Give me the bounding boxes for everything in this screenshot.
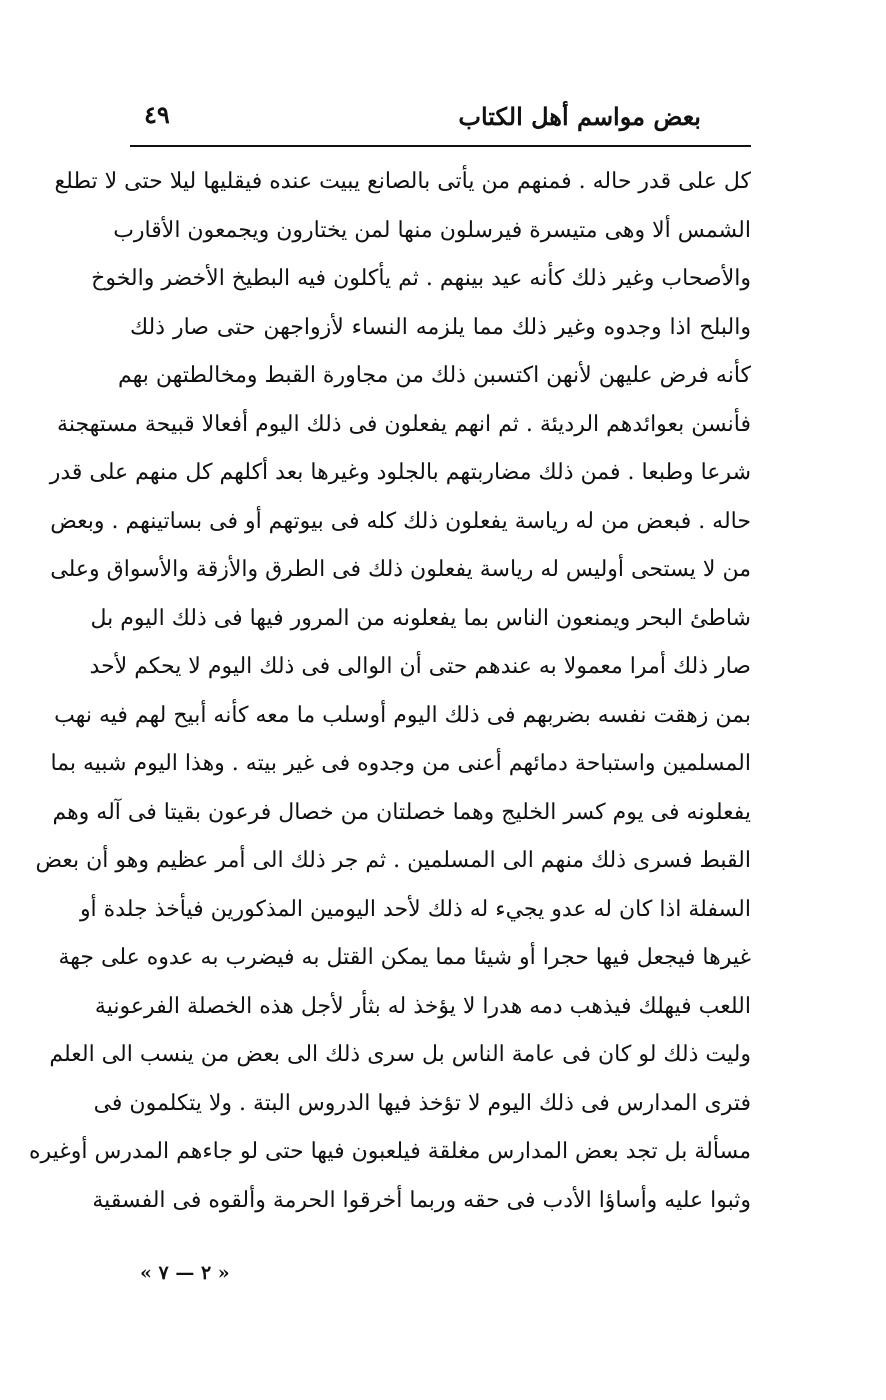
text-line: شرعا وطبعا . فمن ذلك مضاربتهم بالجلود وغيرها بعد أكلهم كل منهم على قدر [49,460,751,485]
text-line: القبط فسرى ذلك منهم الى المسلمين . ثم جر ذلك الى أمر عظيم وهو أن بعض [35,848,751,873]
text-line: وليت ذلك لو كان فى عامة الناس بل سرى ذلك الى بعض من ينسب الى العلم [49,1042,751,1067]
text-line: كل على قدر حاله . فمنهم من يأتى بالصانع يبيت عنده فيقليها ليلا حتى لا تطلع [54,169,751,194]
body-text [28,158,751,1225]
text-line: يفعلونه فى يوم كسر الخليج وهما خصلتان من خصال فرعون بقيتا فى آله وهم [52,799,751,825]
text-line: فأنسن بعوائدهم الرديئة . ثم انهم يفعلون فى ذلك اليوم أفعالا قبيحة مستهجنة [57,411,751,437]
text-line: فترى المدارس فى ذلك اليوم لا تؤخذ فيها الدروس البتة . ولا يتكلمون فى [93,1090,751,1116]
running-title: بعض مواسم أهل الكتاب [458,102,701,131]
text-line: بمن زهقت نفسه بضربهم فى ذلك اليوم أوسلب ما معه كأنه أبيح لهم فيه نهب [54,702,751,728]
text-line: كأنه فرض عليهن لأنهن اكتسبن ذلك من مجاورة القبط ومخالطتهن بهم [117,363,751,388]
text-line: والأصحاب وغير ذلك كأنه عيد بينهم . ثم يأكلون فيه البطيخ الأخضر والخوخ [91,266,751,291]
text-line: وثبوا عليه وأساؤا الأدب فى حقه وربما أخرقوا الحرمة وألقوه فى الفسقية [92,1187,751,1213]
printer-signature-mark: « ٢ — ٧ » [140,1262,230,1284]
text-line: والبلح اذا وجدوه وغير ذلك مما يلزمه النساء لأزواجهن حتى صار ذلك [130,314,751,340]
text-line: السفلة اذا كان له عدو يجيء له ذلك لأحد اليومين المذكورين فيأخذ جلدة أو [79,896,751,922]
page-number: ٤٩ [144,100,170,129]
text-line: المسلمين واستباحة دمائهم أعنى من وجدوه فى غير بيته . وهذا اليوم شبيه بما [50,751,751,776]
text-line: مسألة بل تجد بعض المدارس مغلقة فيلعبون فيها حتى لو جاءهم المدرس أوغيره [28,1139,751,1164]
text-line: الشمس ألا وهى متيسرة فيرسلون منها لمن يختارون ويجمعون الأقارب [113,217,751,243]
text-line: اللعب فيهلك فيذهب دمه هدرا لا يؤخذ له بثأر لأجل هذه الخصلة الفرعونية [94,993,751,1019]
text-line: صار ذلك أمرا معمولا به عندهم حتى أن الوالى فى ذلك اليوم لا يحكم لأحد [89,654,751,679]
header-rule [130,145,751,147]
text-line: شاطئ البحر ويمنعون الناس بما يفعلونه من المرور فيها فى ذلك اليوم بل [90,605,751,631]
text-line: من لا يستحى أوليس له رياسة يفعلون ذلك فى الطرق والأزقة والأسواق وعلى [50,557,751,582]
page-header [130,96,751,140]
text-line: غيرها فيجعل فيها حجرا أو شيئا مما يمكن القتل به فيضرب به عدوه على جهة [58,945,751,970]
text-line: حاله . فبعض من له رياسة يفعلون ذلك كله فى بيوتهم أو فى بساتينهم . وبعض [50,508,751,534]
